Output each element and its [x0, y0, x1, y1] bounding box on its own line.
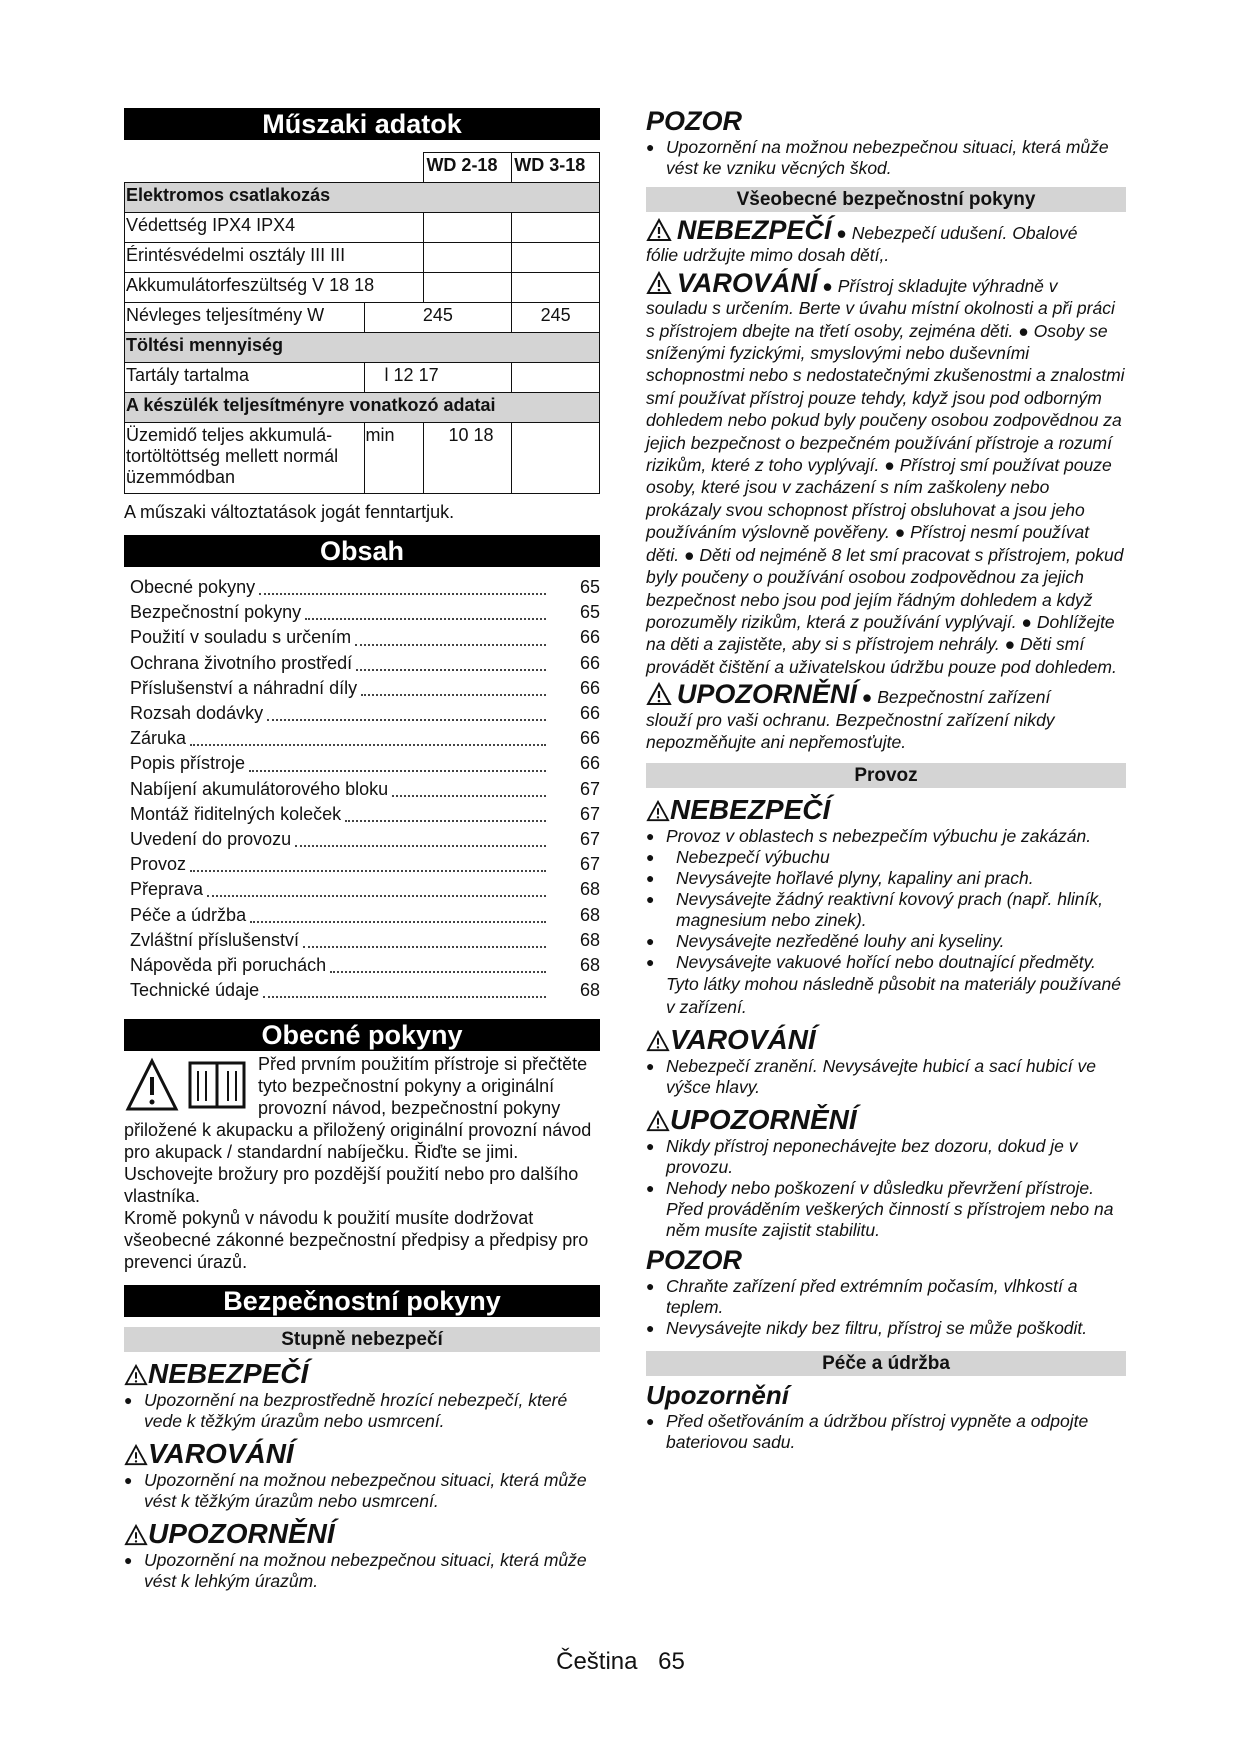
left-column [124, 108, 600, 1592]
level-list [124, 1470, 600, 1512]
toc-item-title: Záruka [130, 728, 187, 749]
row-runtime-unit: min [364, 423, 424, 494]
toc-dots [190, 869, 546, 872]
row-voltage: Akkumulátorfeszültség V 18 18 [125, 273, 424, 303]
page-footer [0, 1648, 1241, 1676]
warning-triangle-and-manual-icon [124, 1053, 258, 1113]
toc-dots [392, 794, 546, 797]
pozor-heading: POZOR [646, 106, 743, 136]
toc-item [130, 575, 600, 600]
toc-item-page: 66 [579, 627, 600, 648]
op-warning-list [646, 1056, 1126, 1098]
toc-item-title: Nabíjení akumulátorového bloku [130, 778, 389, 799]
danger-levels [124, 1358, 600, 1592]
danger-block: NEBEZPEČÍ ● Nebezpečí udušení. Obalové [646, 218, 1126, 244]
toc-dots [361, 693, 546, 696]
toc-item [130, 600, 600, 625]
toc-dots [345, 819, 546, 822]
toc-item-title: Použití v souladu s určením [130, 627, 352, 648]
warning-icon [646, 1110, 670, 1132]
warning-icon [646, 800, 670, 822]
toc-item-page: 65 [579, 602, 600, 623]
op-caution-heading [646, 1104, 1126, 1136]
caution-block: UPOZORNĚNÍ ● Bezpečnostní zařízení [646, 682, 1126, 708]
row-runtime-label: Üzemidő teljes akkumulá-tortöltöttség mellett normál üzemmódban [125, 423, 365, 494]
toc-item [130, 802, 600, 827]
toc-dots [295, 844, 546, 847]
toc-item-page: 67 [579, 778, 600, 799]
care-heading: Upozornění [646, 1380, 789, 1411]
danger-continuation: fólie udržujte mimo dosah dětí,. [646, 245, 890, 266]
list-item: ● Nikdy přístroj neponechávejte bez dozoru, dokud je v provozu. [646, 1136, 1126, 1178]
toc-item-page: 66 [579, 677, 600, 698]
warning-book-icons [124, 1053, 258, 1119]
toc-item [130, 978, 600, 1003]
warning-heading: VAROVÁNÍ [676, 267, 818, 298]
row-power-label: Névleges teljesítmény W [125, 303, 365, 333]
toc-item [130, 827, 600, 852]
section-fill: Töltési mennyiség [125, 333, 600, 363]
list-item: ● Nebezpečí zranění. Nevysávejte hubicí a sací hubicí ve výšce hlavy. [646, 1056, 1126, 1098]
level-heading [124, 1438, 600, 1470]
toc-item [130, 625, 600, 650]
toc-dots [303, 945, 546, 948]
level-list [124, 1390, 600, 1432]
toc-item-title: Uvedení do provozu [130, 828, 292, 849]
page-number: 65 [658, 1648, 685, 1675]
level-heading [124, 1358, 600, 1390]
warning-icon [124, 1444, 148, 1466]
tech-data-title: Műszaki adatok [124, 108, 600, 140]
list-item: ● Nevysávejte vakuové hořící nebo doutnající předměty. [646, 952, 1126, 973]
toc-item-page: 68 [579, 879, 600, 900]
list-item: ● Nevysávejte žádný reaktivní kovový prach (např. hliník, magnesium nebo zinek). [646, 889, 1126, 931]
general-paragraph-2: Kromě pokynů v návodu k použití musíte dodržovat všeobecné zákonné bezpečnostní předpisy a předpisy pro prevenci úrazů. [124, 1208, 589, 1273]
toc-dots [267, 718, 546, 721]
pozor-list [646, 137, 1126, 179]
row-runtime-values: 10 18 [424, 423, 512, 494]
warning-continuation: souladu s určením. Berte v úvahu místní okolnosti a při práci s přístrojem dbejte na třetí osoby, zejména děti. ● Osoby se sníženými fyzickými, smyslovými nebo duševními schopnostmi nebo s nedostatečnými zkušenostmi a znalostmi smí používat přístroj pouze tehdy, když jsou pod odborným dohledem nebo pokud byly poučeny osobou zodpovědnou za jejich bezpečnost o bezpečném používání přístroje a rozumí rizikům, které z toho vyplývají. ● Přístroj smí používat pouze osoby, které jsou v zacházení s ním zaškoleny nebo prokázaly svou schopnost přístroj obsluhovat a jsou jeho používáním výslovně pověřeny. ● Přístroj nesmí používat děti. ● Děti od nejméně 8 let smí pracovat s přístrojem, pokud byly poučeny o používání osobou zodpovědnou za jejich bezpečnost nebo jsou pod jejím řádným dohledem a když porozuměly rizikům, která z používání vyplývají. ● Dohlížejte na děti a zajistěte, aby si s přístrojem nehrály. ● Děti smí provádět čištění a uživatelskou údržbu pouze pod dohledem. [646, 298, 1125, 677]
toc-item-page: 68 [579, 980, 600, 1001]
caution-heading: UPOZORNĚNÍ [676, 679, 857, 710]
toc-item-page: 68 [579, 929, 600, 950]
toc-title: Obsah [124, 535, 600, 567]
list-item: ● Nehody nebo poškození v důsledku převržení přístroje. Před prováděním veškerých činností s přístrojem nebo na něm musíte zajistit stabilitu. [646, 1178, 1126, 1241]
warning-icon [646, 1030, 670, 1052]
toc-item-page: 68 [579, 954, 600, 975]
levels-title: Stupně nebezpečí [124, 1327, 600, 1352]
toc-item [130, 701, 600, 726]
toc-item-title: Montáž řiditelných koleček [130, 803, 342, 824]
general-title: Obecné pokyny [124, 1019, 600, 1051]
caution-continuation: slouží pro vaši ochranu. Bezpečnostní zařízení nikdy nepozměňujte ani nepřemosťujte. [646, 709, 1055, 752]
list-item: ● Nebezpečí výbuchu [646, 847, 1126, 868]
list-item: ● Nevysávejte nezředěné louhy ani kyseliny. [646, 931, 1126, 952]
table-of-contents [124, 575, 600, 1003]
section-performance: A készülék teljesítményre vonatkozó adatai [125, 393, 600, 423]
row-tank-label: Tartály tartalma [125, 363, 365, 393]
op-caution-heading-text: UPOZORNĚNÍ [670, 1104, 857, 1136]
care-title: Péče a údržba [646, 1351, 1126, 1376]
toc-item-page: 68 [579, 904, 600, 925]
warning-icon [124, 1524, 148, 1546]
toc-item-page: 66 [579, 652, 600, 673]
row-power-v1: 245 [364, 303, 512, 333]
toc-dots [207, 894, 546, 897]
level-text: ● Upozornění na možnou nebezpečnou situaci, která může vést k těžkým úrazům nebo usmrcení. [124, 1470, 600, 1512]
list-item: ● Provoz v oblastech s nebezpečím výbuchu je zakázán. [646, 826, 1126, 847]
toc-item-title: Přeprava [130, 879, 204, 900]
toc-item-page: 67 [579, 828, 600, 849]
level-heading-text: VAROVÁNÍ [148, 1438, 294, 1470]
general-paragraph-1: Před prvním použitím přístroje si přečtěte tyto bezpečnostní pokyny a originální provozní návod, bezpečnostní pokyny přiložené k akupacku a přiložený originální provozní návod pro akupack / standardní nabíječku. Řiďte se jimi. Uschovejte brožury pro pozdější použití nebo pro dalšího vlastníka. [124, 1054, 592, 1207]
toc-item-title: Technické údaje [130, 980, 260, 1001]
level-heading-text: UPOZORNĚNÍ [148, 1518, 335, 1550]
toc-item [130, 651, 600, 676]
warning-icon [124, 1364, 148, 1386]
toc-dots [263, 995, 546, 998]
toc-dots [190, 743, 546, 746]
toc-item-title: Nápověda při poruchách [130, 954, 327, 975]
op-caution-list [646, 1136, 1126, 1241]
toc-item-page: 66 [579, 703, 600, 724]
toc-item-page: 67 [579, 803, 600, 824]
toc-item-page: 65 [579, 577, 600, 598]
toc-item [130, 953, 600, 978]
op-danger-sublist [646, 847, 1126, 973]
toc-dots [356, 668, 546, 671]
toc-item-title: Zvláštní příslušenství [130, 929, 300, 950]
toc-item-page: 66 [579, 753, 600, 774]
toc-item-title: Rozsah dodávky [130, 703, 264, 724]
toc-item-title: Provoz [130, 854, 187, 875]
toc-item-title: Péče a údržba [130, 904, 247, 925]
toc-item-page: 67 [579, 854, 600, 875]
level-heading-text: NEBEZPEČÍ [148, 1358, 309, 1390]
model-1: WD 2-18 [424, 153, 512, 183]
danger-heading: NEBEZPEČÍ [676, 215, 832, 245]
list-item: ● Nevysávejte hořlavé plyny, kapaliny ani prach. [646, 868, 1126, 889]
toc-dots [250, 920, 546, 923]
toc-item [130, 751, 600, 776]
toc-item [130, 852, 600, 877]
warning-text: Přístroj skladujte výhradně v [837, 275, 1058, 296]
model-2: WD 3-18 [512, 153, 600, 183]
toc-item [130, 902, 600, 927]
toc-dots [355, 643, 546, 646]
list-item: ● Nevysávejte nikdy bez filtru, přístroj se může poškodit. [646, 1318, 1126, 1339]
level-list [124, 1550, 600, 1592]
warning-icon [646, 218, 672, 242]
right-column [646, 108, 1126, 1453]
row-tank-values: l 12 17 [364, 363, 512, 393]
safety-title: Bezpečnostní pokyny [124, 1285, 600, 1317]
toc-item-title: Obecné pokyny [130, 577, 256, 598]
row-power-v2: 245 [512, 303, 600, 333]
toc-item-title: Popis přístroje [130, 753, 246, 774]
op-danger-heading-text: NEBEZPEČÍ [670, 794, 831, 826]
toc-item [130, 777, 600, 802]
toc-item [130, 928, 600, 953]
op-pozor-list [646, 1276, 1126, 1339]
warning-block: VAROVÁNÍ ● Přístroj skladujte výhradně v [646, 271, 1126, 297]
row-class: Érintésvédelmi osztály III III [125, 243, 424, 273]
toc-dots [249, 769, 546, 772]
care-list [646, 1411, 1126, 1453]
toc-item-page: 66 [579, 728, 600, 749]
warning-icon [646, 682, 672, 706]
danger-text: Nebezpečí udušení. Obalové [851, 223, 1078, 243]
toc-dots [330, 970, 546, 973]
general-safety-title: Všeobecné bezpečnostní pokyny [646, 187, 1126, 212]
toc-item [130, 676, 600, 701]
level-text: ● Upozornění na možnou nebezpečnou situaci, která může vést k lehkým úrazům. [124, 1550, 600, 1592]
op-warning-heading-text: VAROVÁNÍ [670, 1024, 816, 1056]
row-ipx: Védettség IPX4 IPX4 [125, 213, 424, 243]
operation-title: Provoz [646, 763, 1126, 788]
list-item: ● Před ošetřováním a údržbou přístroj vypněte a odpojte bateriovou sadu. [646, 1411, 1126, 1453]
toc-item-title: Bezpečnostní pokyny [130, 602, 302, 623]
op-danger-list [646, 826, 1126, 847]
warning-icon [646, 271, 672, 295]
op-pozor-heading: POZOR [646, 1245, 743, 1276]
caution-text: Bezpečnostní zařízení [877, 687, 1051, 708]
tech-table [124, 152, 600, 494]
tech-note: A műszaki változtatások jogát fenntartjuk. [124, 502, 455, 522]
list-item: ● Chraňte zařízení před extrémním počasím, vlhkostí a teplem. [646, 1276, 1126, 1318]
op-warning-heading [646, 1024, 1126, 1056]
toc-item-title: Příslušenství a náhradní díly [130, 677, 358, 698]
toc-item-title: Ochrana životního prostředí [130, 652, 353, 673]
toc-item [130, 877, 600, 902]
toc-dots [305, 617, 546, 620]
level-text: ● Upozornění na bezprostředně hrozící nebezpečí, které vede k těžkým úrazům nebo usmrcení. [124, 1390, 600, 1432]
section-electric: Elektromos csatlakozás [125, 183, 600, 213]
level-heading [124, 1518, 600, 1550]
pozor-item: ● Upozornění na možnou nebezpečnou situaci, která může vést ke vzniku věcných škod. [646, 137, 1126, 179]
toc-dots [259, 592, 546, 595]
op-danger-heading [646, 794, 1126, 826]
toc-item [130, 726, 600, 751]
op-danger-note: Tyto látky mohou následně působit na materiály používané v zařízení. [666, 974, 1121, 1017]
footer-language: Čeština [556, 1648, 638, 1675]
